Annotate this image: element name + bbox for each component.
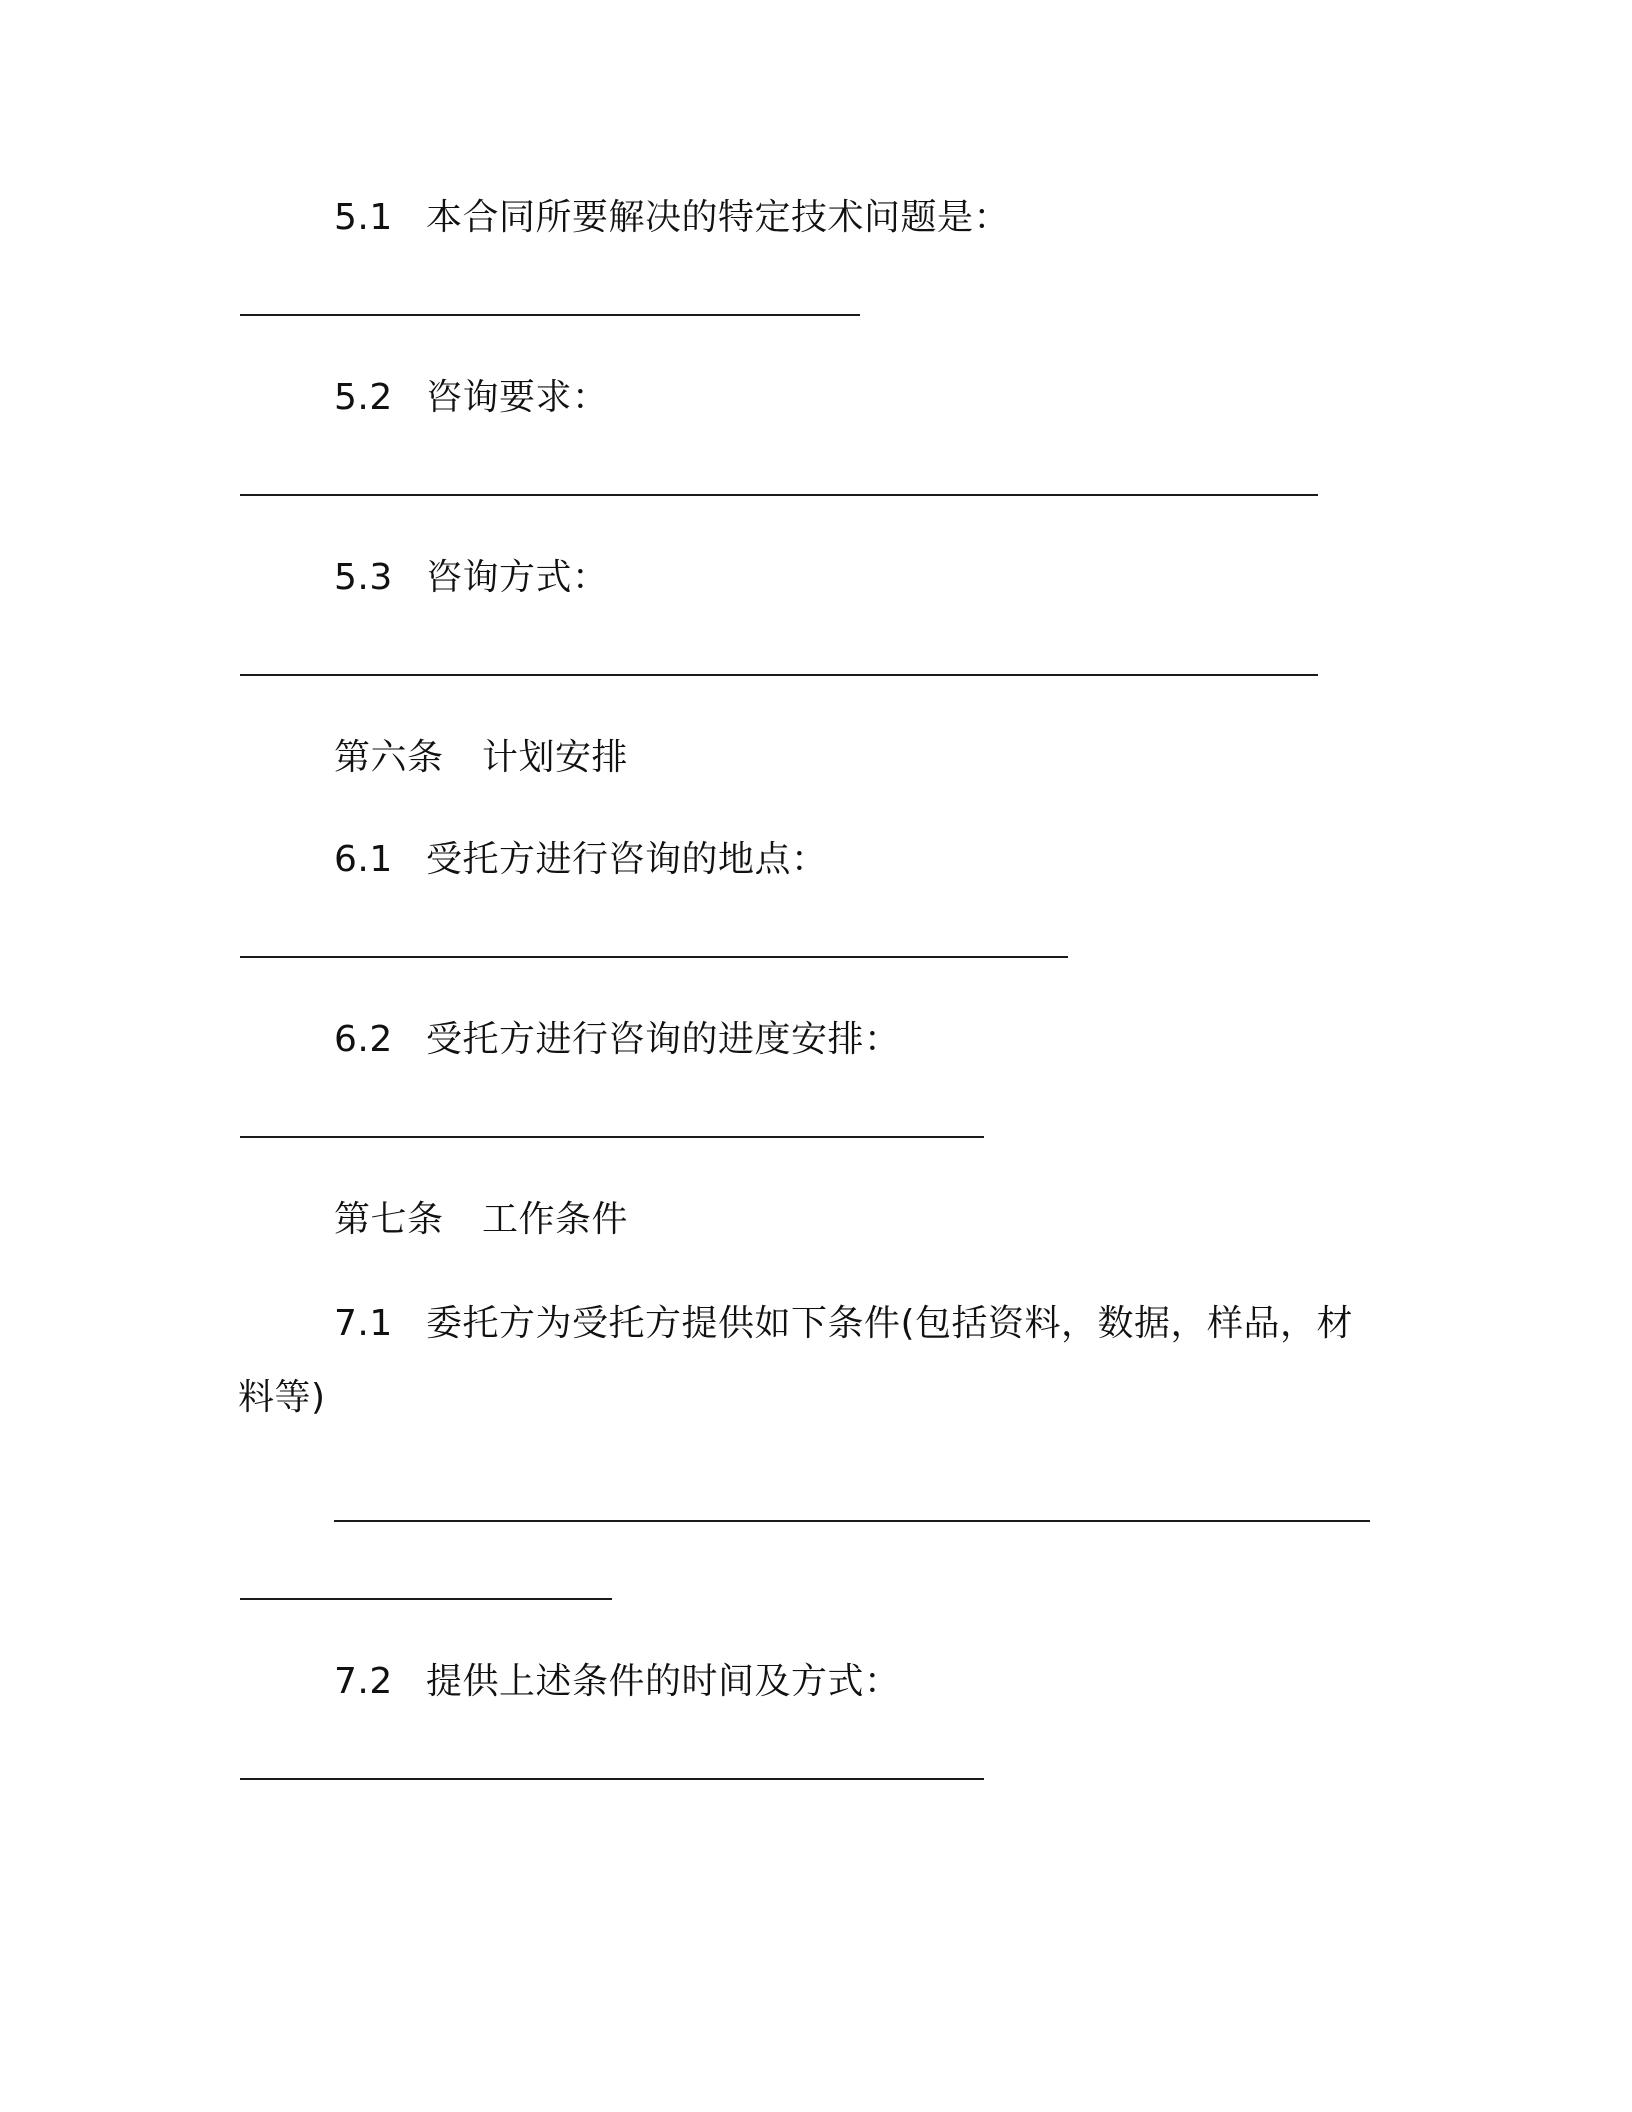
article-title: 计划安排 (482, 737, 629, 778)
fill-in-blank-6-1[interactable] (240, 956, 1068, 958)
clause-number: 5.3 (334, 557, 393, 598)
clause-5-1 (334, 196, 1010, 240)
clause-number: 7.2 (334, 1661, 393, 1702)
article-title: 工作条件 (482, 1199, 629, 1240)
clause-text: 提供上述条件的时间及方式： (426, 1661, 901, 1702)
clause-number: 5.2 (334, 377, 393, 418)
clause-text: 咨询要求： (426, 377, 609, 418)
clause-7-1-continued (238, 1376, 326, 1420)
clause-7-1 (334, 1302, 1353, 1346)
clause-7-2 (334, 1660, 901, 1704)
fill-in-blank-7-1-a[interactable] (334, 1520, 1370, 1522)
article-number: 第七条 (334, 1199, 444, 1240)
fill-in-blank-5-3[interactable] (240, 674, 1318, 676)
clause-number: 6.2 (334, 1019, 393, 1060)
clause-text-line1: 委托方为受托方提供如下条件(包括资料，数据，样品，材 (426, 1303, 1354, 1344)
article-6-heading (334, 736, 628, 780)
clause-text: 受托方进行咨询的地点： (426, 839, 828, 880)
article-number: 第六条 (334, 737, 444, 778)
clause-text-line2: 料等) (238, 1377, 326, 1418)
clause-6-2 (334, 1018, 901, 1062)
fill-in-blank-6-2[interactable] (240, 1136, 984, 1138)
clause-number: 7.1 (334, 1303, 393, 1344)
clause-text: 受托方进行咨询的进度安排： (426, 1019, 901, 1060)
clause-number: 5.1 (334, 197, 393, 238)
clause-6-1 (334, 838, 828, 882)
fill-in-blank-5-1[interactable] (240, 314, 860, 316)
clause-text: 咨询方式： (426, 557, 609, 598)
article-7-heading (334, 1198, 628, 1242)
clause-5-3 (334, 556, 609, 600)
clause-5-2 (334, 376, 609, 420)
fill-in-blank-7-1-b[interactable] (240, 1598, 612, 1600)
fill-in-blank-5-2[interactable] (240, 494, 1318, 496)
clause-number: 6.1 (334, 839, 393, 880)
clause-text: 本合同所要解决的特定技术问题是： (426, 197, 1011, 238)
fill-in-blank-7-2[interactable] (240, 1778, 984, 1780)
